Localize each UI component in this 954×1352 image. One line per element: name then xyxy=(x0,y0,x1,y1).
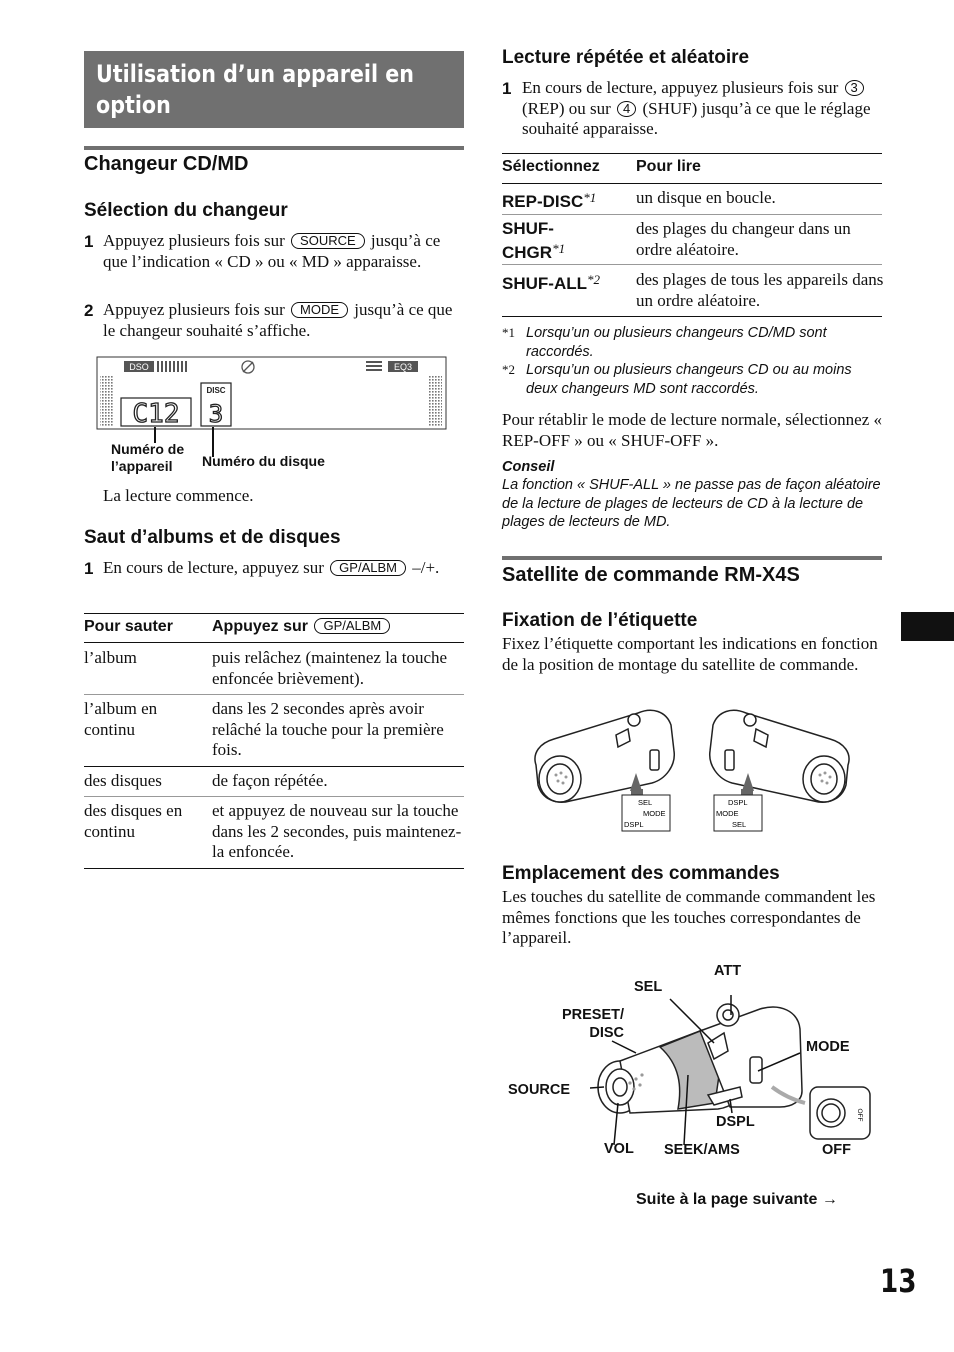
footnote-2: Lorsqu’un ou plusieurs changeurs CD ou au moins deux changeurs MD sont raccordés. xyxy=(526,362,852,397)
row-divider xyxy=(84,796,464,797)
footnote-mark: *2 xyxy=(502,362,515,377)
step-number: 1 xyxy=(84,232,94,251)
continue-note: Suite à la page suivante → xyxy=(636,1191,838,1208)
disc-digit: 3 xyxy=(208,400,224,428)
sticker-label: SEL xyxy=(732,820,747,829)
sticker-label: MODE xyxy=(716,809,739,818)
step-text: jusqu’à ce que l’indication « CD » ou « MD » apparaisse. xyxy=(103,231,441,271)
page-title: Utilisation d’un appareil en option xyxy=(96,60,414,119)
table-cell: des disques xyxy=(84,771,162,790)
table-rule xyxy=(84,766,464,767)
arrow-right-icon: → xyxy=(821,1191,838,1208)
table-cell: des disques en continu xyxy=(84,801,183,841)
table-cell: des plages du changeur dans un ordre aléatoire. xyxy=(636,219,851,259)
column-header: Pour lire xyxy=(636,158,701,175)
step-text: Appuyez plusieurs fois sur xyxy=(103,231,285,250)
page-title-box xyxy=(84,51,464,128)
table-cell: des plages de tous les appareils dans un ordre aléatoire. xyxy=(636,270,884,310)
heading-controls: Emplacement des commandes xyxy=(502,863,780,884)
sticker-label: DSPL xyxy=(728,798,748,807)
step-number: 1 xyxy=(502,79,512,98)
section-rule xyxy=(502,556,882,560)
label-seek-ams: SEEK/AMS xyxy=(664,1142,740,1158)
button-4-glyph: 4 xyxy=(617,101,636,117)
table-cell: de façon répétée. xyxy=(212,771,328,790)
label-preset-disc: PRESET/ DISC xyxy=(561,1007,624,1041)
section-rule xyxy=(84,146,464,150)
step-1-text xyxy=(103,231,468,272)
step-text: jusqu’à ce que le changeur souhaité s’affiche. xyxy=(103,300,453,340)
step-number: 1 xyxy=(84,559,94,578)
step-number: 2 xyxy=(84,301,94,320)
table-rule xyxy=(502,153,882,154)
table-cell: un disque en boucle. xyxy=(636,188,776,207)
label-sel: SEL xyxy=(634,979,663,995)
source-button-glyph: SOURCE xyxy=(291,233,365,249)
table-cell: et appuyez de nouveau sur la touche dans les 2 secondes, puis maintenez-la enfoncée. xyxy=(212,801,462,861)
column-header: Sélectionnez xyxy=(502,158,600,175)
step-text: –/+. xyxy=(412,558,440,577)
table-rule xyxy=(84,613,464,614)
table-cell: REP-DISC$^{*1}$ xyxy=(502,190,597,211)
tip-text: La fonction « SHUF-ALL » ne passe pas de façon aléatoire de la lecture de plages de lecteurs de CD à la lecture de plages de lecteurs de MD. xyxy=(502,477,881,530)
heading-selection: Sélection du changeur xyxy=(84,200,288,221)
column-header: Pour sauter xyxy=(84,618,173,635)
eq3-indicator: EQ3 xyxy=(393,362,413,372)
skip-step-text xyxy=(103,558,465,579)
svg-text:C12: C12 xyxy=(132,399,180,429)
row-divider xyxy=(84,694,464,695)
footnote-mark: *1 xyxy=(502,325,515,340)
disc-label: DISC xyxy=(206,386,226,395)
label-illustration xyxy=(526,703,858,835)
table-cell: l’album xyxy=(84,648,137,667)
label-off: OFF xyxy=(822,1142,851,1158)
off-small-label: OFF xyxy=(856,1108,863,1122)
dso-indicator: DSO xyxy=(129,362,149,372)
label-disc-number: Numéro du disque xyxy=(202,453,325,469)
heading-repeat: Lecture répétée et aléatoire xyxy=(502,47,750,68)
table-cell: SHUF-ALL$^{*2}$ xyxy=(502,272,600,293)
gp-albm-button-glyph: GP/ALBM xyxy=(330,560,406,576)
label-mode: MODE xyxy=(806,1039,850,1055)
chapter-tab-marker xyxy=(901,612,954,641)
controls-text: Les touches du satellite de commande commandent les mêmes fonctions que les touches correspondantes de l’appareil. xyxy=(502,887,876,947)
table-rule xyxy=(502,183,882,184)
result-text: La lecture commence. xyxy=(103,486,254,505)
table-cell: SHUF-CHGR$^{*1}$ xyxy=(502,219,566,262)
mode-button-glyph: MODE xyxy=(291,302,348,318)
table-cell: l’album en continu xyxy=(84,699,158,739)
restore-text: Pour rétablir le mode de lecture normale, sélectionnez « REP-OFF » ou « SHUF-OFF ». xyxy=(502,410,882,450)
button-3-glyph: 3 xyxy=(845,80,864,96)
page-number: 13 xyxy=(880,1262,917,1300)
column-header: Appuyez sur GP/ALBM xyxy=(212,618,392,636)
table-cell: dans les 2 secondes après avoir relâché la touche pour la première fois. xyxy=(212,699,444,759)
table-rule xyxy=(84,642,464,643)
sticker-label: SEL xyxy=(638,798,653,807)
repeat-step-text: En cours de lecture, appuyez plusieurs fois sur 3 (REP) ou sur 4 (SHUF) jusqu’à ce que le réglage souhaité apparaisse. xyxy=(522,78,871,138)
table-cell: puis relâchez (maintenez la touche enfoncée brièvement). xyxy=(212,648,448,688)
tip-title: Conseil xyxy=(502,459,555,475)
label-text: Fixez l’étiquette comportant les indications en fonction de la position de montage du satellite de commande. xyxy=(502,634,878,674)
footnote-1: Lorsqu’un ou plusieurs changeurs CD/MD sont raccordés. xyxy=(526,325,827,360)
label-source: SOURCE xyxy=(508,1082,571,1098)
table-rule xyxy=(84,868,464,869)
sticker-label: DSPL xyxy=(624,820,644,829)
label-device-number: Numéro de l’appareil xyxy=(111,441,185,474)
heading-skip: Saut d’albums et de disques xyxy=(84,527,341,548)
label-att: ATT xyxy=(714,963,742,979)
label-vol: VOL xyxy=(604,1141,634,1157)
step-text: Appuyez plusieurs fois sur xyxy=(103,300,285,319)
table-rule xyxy=(502,316,882,317)
sticker-label: MODE xyxy=(643,809,666,818)
row-divider xyxy=(502,214,882,215)
step-2-text xyxy=(103,300,468,341)
row-divider xyxy=(502,264,882,265)
heading-label: Fixation de l’étiquette xyxy=(502,610,698,631)
section-heading-changer: Changeur CD/MD xyxy=(84,153,249,175)
step-text: En cours de lecture, appuyez sur xyxy=(103,558,324,577)
gp-albm-button-glyph: GP/ALBM xyxy=(314,618,390,634)
label-dspl: DSPL xyxy=(716,1114,755,1130)
section-heading-satellite: Satellite de commande RM-X4S xyxy=(502,564,800,586)
